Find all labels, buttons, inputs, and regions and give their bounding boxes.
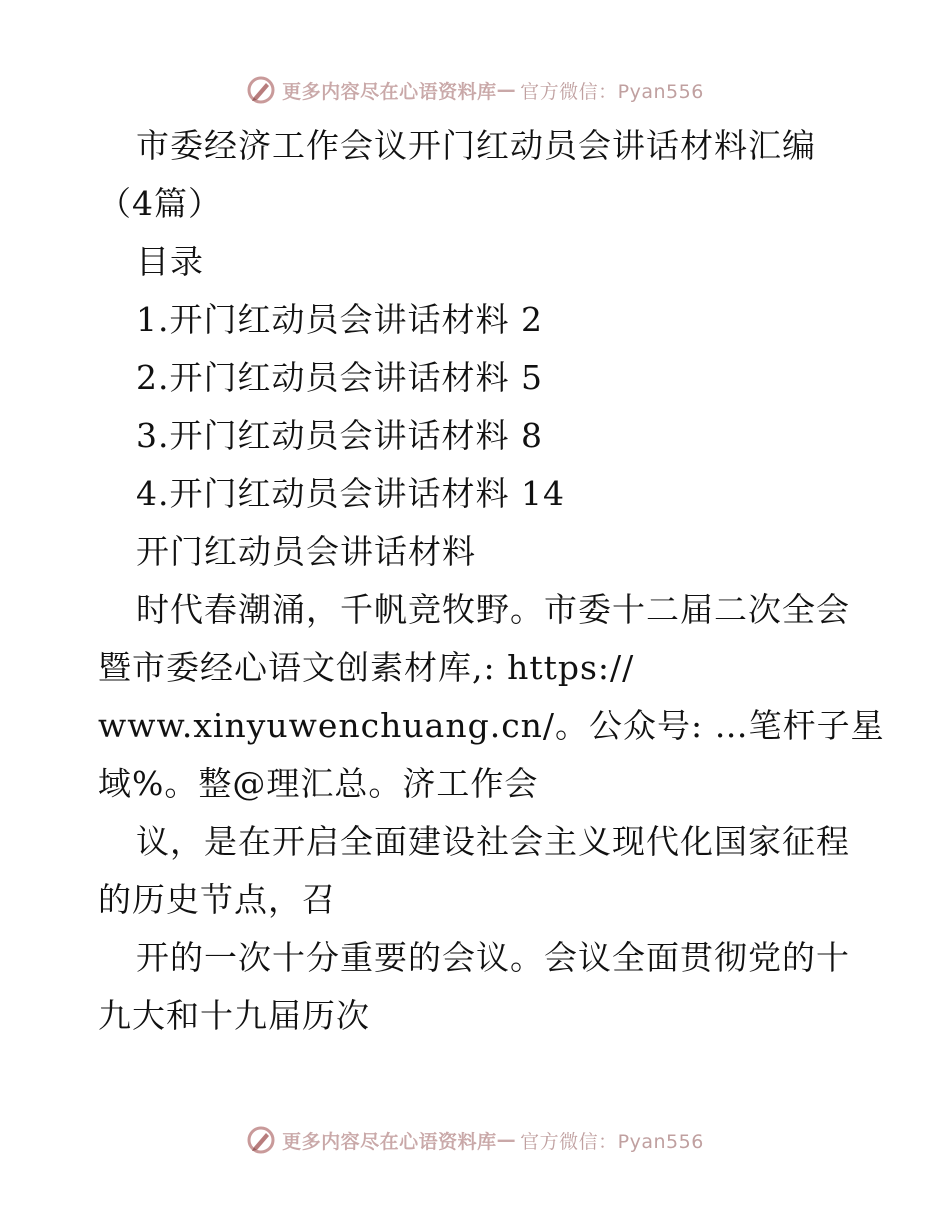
paragraph-line: 议，是在开启全面建设社会主义现代化国家征程 [136, 822, 850, 861]
document-body [98, 117, 885, 1045]
paragraph-line: 的历史节点，召 [98, 880, 336, 919]
pen-logo-icon [246, 75, 276, 105]
section-heading: 开门红动员会讲话材料 [136, 532, 476, 571]
watermark-header [0, 70, 950, 110]
document-title-line-1: 市委经济工作会议开门红动员会讲话材料汇编 [136, 126, 816, 165]
watermark-footer [0, 1120, 950, 1160]
toc-item-label: 3.开门红动员会讲话材料 [136, 416, 510, 455]
paragraph-line: 开的一次十分重要的会议。会议全面贯彻党的十 [136, 938, 850, 977]
watermark-wechat: 官方微信：Pyan556 [520, 1130, 704, 1153]
toc-item [98, 465, 858, 523]
toc-item-label: 1.开门红动员会讲话材料 [136, 300, 510, 339]
toc-item [98, 407, 858, 465]
toc-item-page: 14 [521, 474, 565, 513]
document-title-line-2: （4篇） [98, 184, 222, 223]
paragraph-line: 域%。整@理汇总。济工作会 [98, 764, 539, 803]
toc-item-page: 2 [521, 300, 543, 339]
watermark-dash: — [496, 1129, 517, 1151]
toc-heading: 目录 [136, 242, 204, 281]
watermark-dash: — [496, 79, 517, 101]
watermark-text: 更多内容尽在心语资料库 [282, 1130, 497, 1153]
toc-item-page: 8 [521, 416, 543, 455]
toc-item-label: 2.开门红动员会讲话材料 [136, 358, 510, 397]
toc-item-page: 5 [521, 358, 543, 397]
paragraph-line: 九大和十九届历次 [98, 996, 370, 1035]
paragraph-line: 时代春潮涌，千帆竞牧野。市委十二届二次全会 [136, 590, 850, 629]
pen-logo-icon [246, 1125, 276, 1155]
toc-item [98, 349, 858, 407]
paragraph-line: www.xinyuwenchuang.cn/。公众号: …笔杆子星 [98, 706, 885, 745]
toc-item [98, 291, 858, 349]
toc-item-label: 4.开门红动员会讲话材料 [136, 474, 510, 513]
watermark-text: 更多内容尽在心语资料库 [282, 80, 497, 103]
paragraph-line: 暨市委经心语文创素材库,: https:// [98, 648, 635, 687]
watermark-wechat: 官方微信：Pyan556 [520, 80, 704, 103]
